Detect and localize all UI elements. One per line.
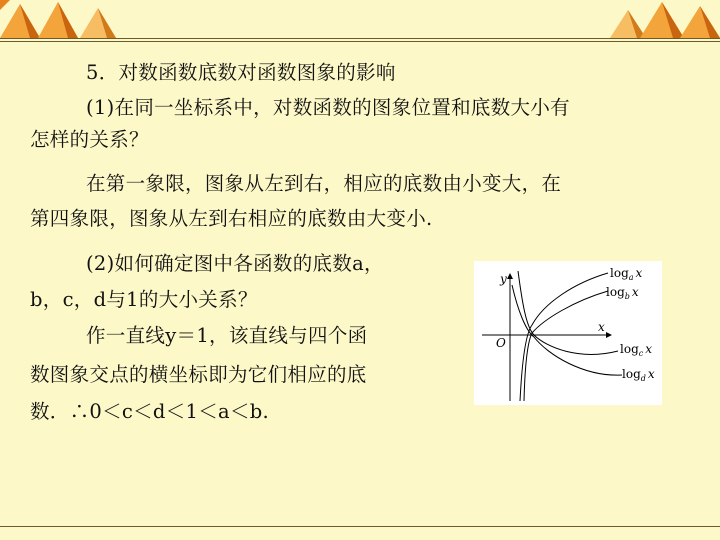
- answer-2-line-1: 作一直线y＝1，该直线与四个函: [86, 324, 368, 347]
- question-1-line-1: (1)在同一坐标系中，对数函数的图象位置和底数大小有: [86, 96, 570, 119]
- origin-label: O: [496, 336, 506, 350]
- section-heading: 5．对数函数底数对函数图象的影响: [86, 61, 396, 84]
- top-rule-inner: [0, 41, 720, 42]
- corner-decoration-right: [610, 0, 720, 40]
- question-2-line-2: b，c，d与1的大小关系？: [30, 288, 258, 311]
- corner-decoration-left: [0, 0, 150, 40]
- answer-2-line-2: 数图象交点的横坐标即为它们相应的底: [30, 363, 367, 386]
- question-2-line-1: (2)如何确定图中各函数的底数a，: [86, 252, 384, 275]
- curve-log-b: [524, 291, 608, 401]
- answer-1-line-2: 第四象限，图象从左到右相应的底数由大变小.: [30, 207, 433, 230]
- answer-2-line-3: 数．∴0＜c＜d＜1＜a＜b.: [30, 400, 270, 423]
- curve-label-log-a: $\log_a x$: [610, 266, 643, 282]
- log-function-graph: [474, 261, 662, 405]
- y-axis-label: y: [500, 272, 507, 286]
- bottom-rule: [0, 526, 720, 527]
- x-axis-arrow: [606, 332, 612, 338]
- curve-label-log-d: $\log_d x$: [622, 367, 655, 383]
- answer-1-line-1: 在第一象限，图象从左到右，相应的底数由小变大，在: [86, 172, 562, 195]
- top-rule: [0, 38, 720, 39]
- y-axis-arrow: [507, 273, 513, 279]
- question-1-line-2: 怎样的关系？: [30, 128, 149, 151]
- curve-label-log-c: $\log_c x$: [620, 342, 653, 358]
- curve-log-c: [518, 271, 618, 354]
- curve-label-log-b: $\log_b x$: [606, 285, 639, 301]
- x-axis-label: x: [598, 320, 605, 334]
